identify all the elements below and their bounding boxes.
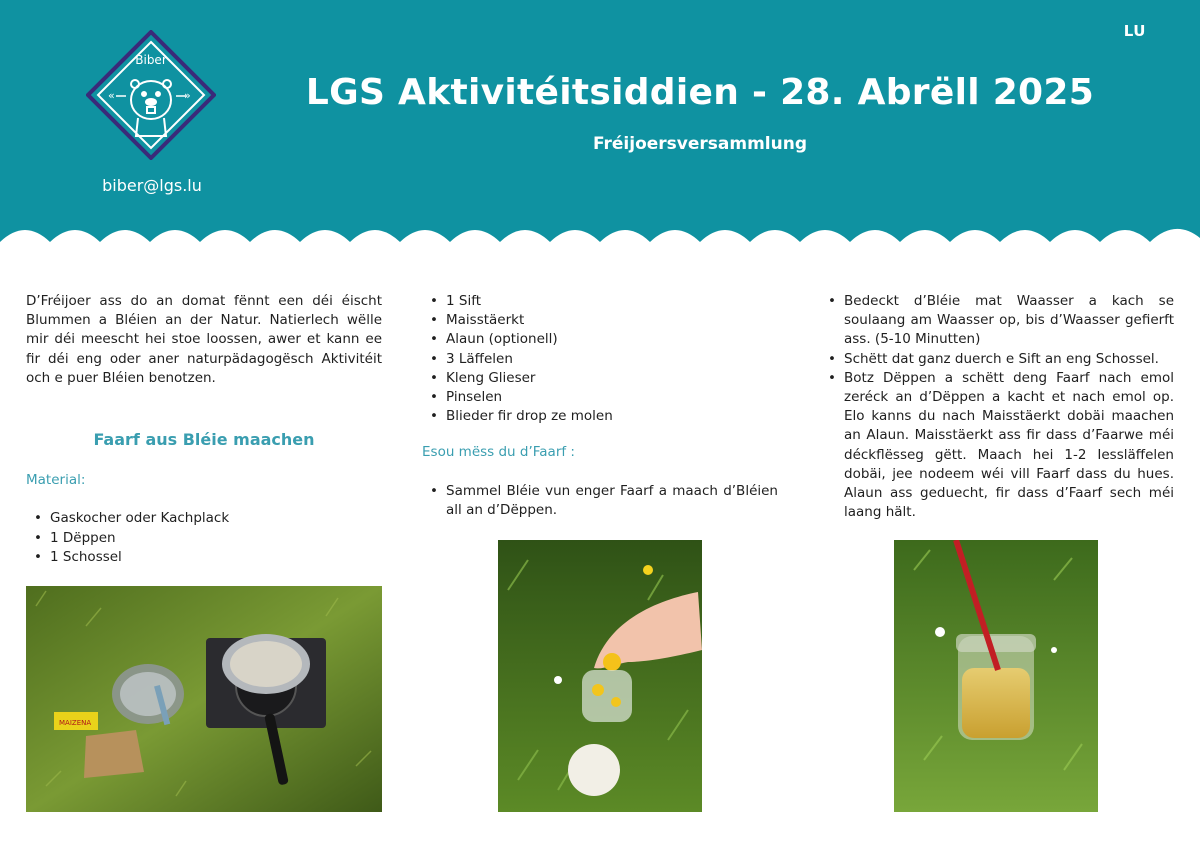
material-label: Material: — [26, 472, 86, 489]
column-1 — [26, 292, 382, 567]
column-2 — [422, 292, 778, 520]
list-item: • Blieder fir drop ze molen — [422, 407, 778, 426]
list-item: • Botz Dëppen a schëtt deng Faarf nach emol zeréck an d’Dëppen a kacht et nach emol op. Elo kanns du nach Maisstäerkt dobäi maachen an Alaun. Maisstäerkt ass fir dass d’Faarwe méi déckflësseg gëtt. Maach hei 1-2 Iessläffelen dobäi, jee nodeem wéi vill Faarf dass du hues. Alaun ass geduecht, fir dass d’Faarf sech méi laang hält. — [820, 369, 1174, 523]
list-item: • Sammel Bléie vun enger Faarf a maach d’Bléien all an d’Dëppen. — [422, 482, 778, 520]
howto-label: Esou mëss du d’Faarf : — [422, 444, 575, 461]
material-list-continued — [422, 292, 778, 426]
list-item: • 3 Läffelen — [422, 350, 778, 369]
page-title: LGS Aktivitéitsiddien - 28. Abrëll 2025 — [305, 72, 1095, 113]
page-subtitle: Fréijoersversammlung — [592, 134, 808, 154]
photo-picking-flowers — [498, 540, 702, 812]
language-label[interactable]: LU — [1123, 22, 1146, 40]
photo-cooking-equipment — [26, 586, 382, 812]
section-title: Faarf aus Bléie maachen — [93, 430, 315, 450]
package-label: MAIZENA — [59, 719, 92, 727]
logo-label: Biber — [135, 53, 167, 67]
column-3 — [820, 292, 1174, 522]
list-item: • 1 Sift — [422, 292, 778, 311]
material-list — [26, 509, 382, 567]
steps-list — [422, 482, 778, 520]
intro-paragraph: D’Fréijoer ass do an domat fënnt een déi éischt Blummen a Bléien an der Natur. Natierlech wëlle mir déi meescht hei stoe loossen, awer et kann ee fir déi eng oder aner naturpädagogësch Aktivitéit och e puer Bléien benotzen. — [26, 293, 382, 386]
svg-text:»: » — [184, 89, 191, 102]
svg-text:«: « — [108, 89, 115, 102]
list-item: • Alaun (optionell) — [422, 330, 778, 349]
list-item: • 1 Dëppen — [26, 529, 382, 548]
list-item: • Pinselen — [422, 388, 778, 407]
list-item: • Schëtt dat ganz duerch e Sift an eng Schossel. — [820, 350, 1174, 369]
photo-paint-jar — [894, 540, 1098, 812]
biber-logo — [86, 30, 216, 160]
contact-email[interactable]: biber@lgs.lu — [102, 176, 202, 195]
list-item: • Maisstäerkt — [422, 311, 778, 330]
list-item: • Bedeckt d’Bléie mat Waasser a kach se soulaang am Waasser op, bis d’Waasser gefierft ass. (5-10 Minutten) — [820, 292, 1174, 350]
list-item: • Gaskocher oder Kachplack — [26, 509, 382, 528]
list-item: • 1 Schossel — [26, 548, 382, 567]
list-item: • Kleng Glieser — [422, 369, 778, 388]
steps-list-continued — [820, 292, 1174, 522]
